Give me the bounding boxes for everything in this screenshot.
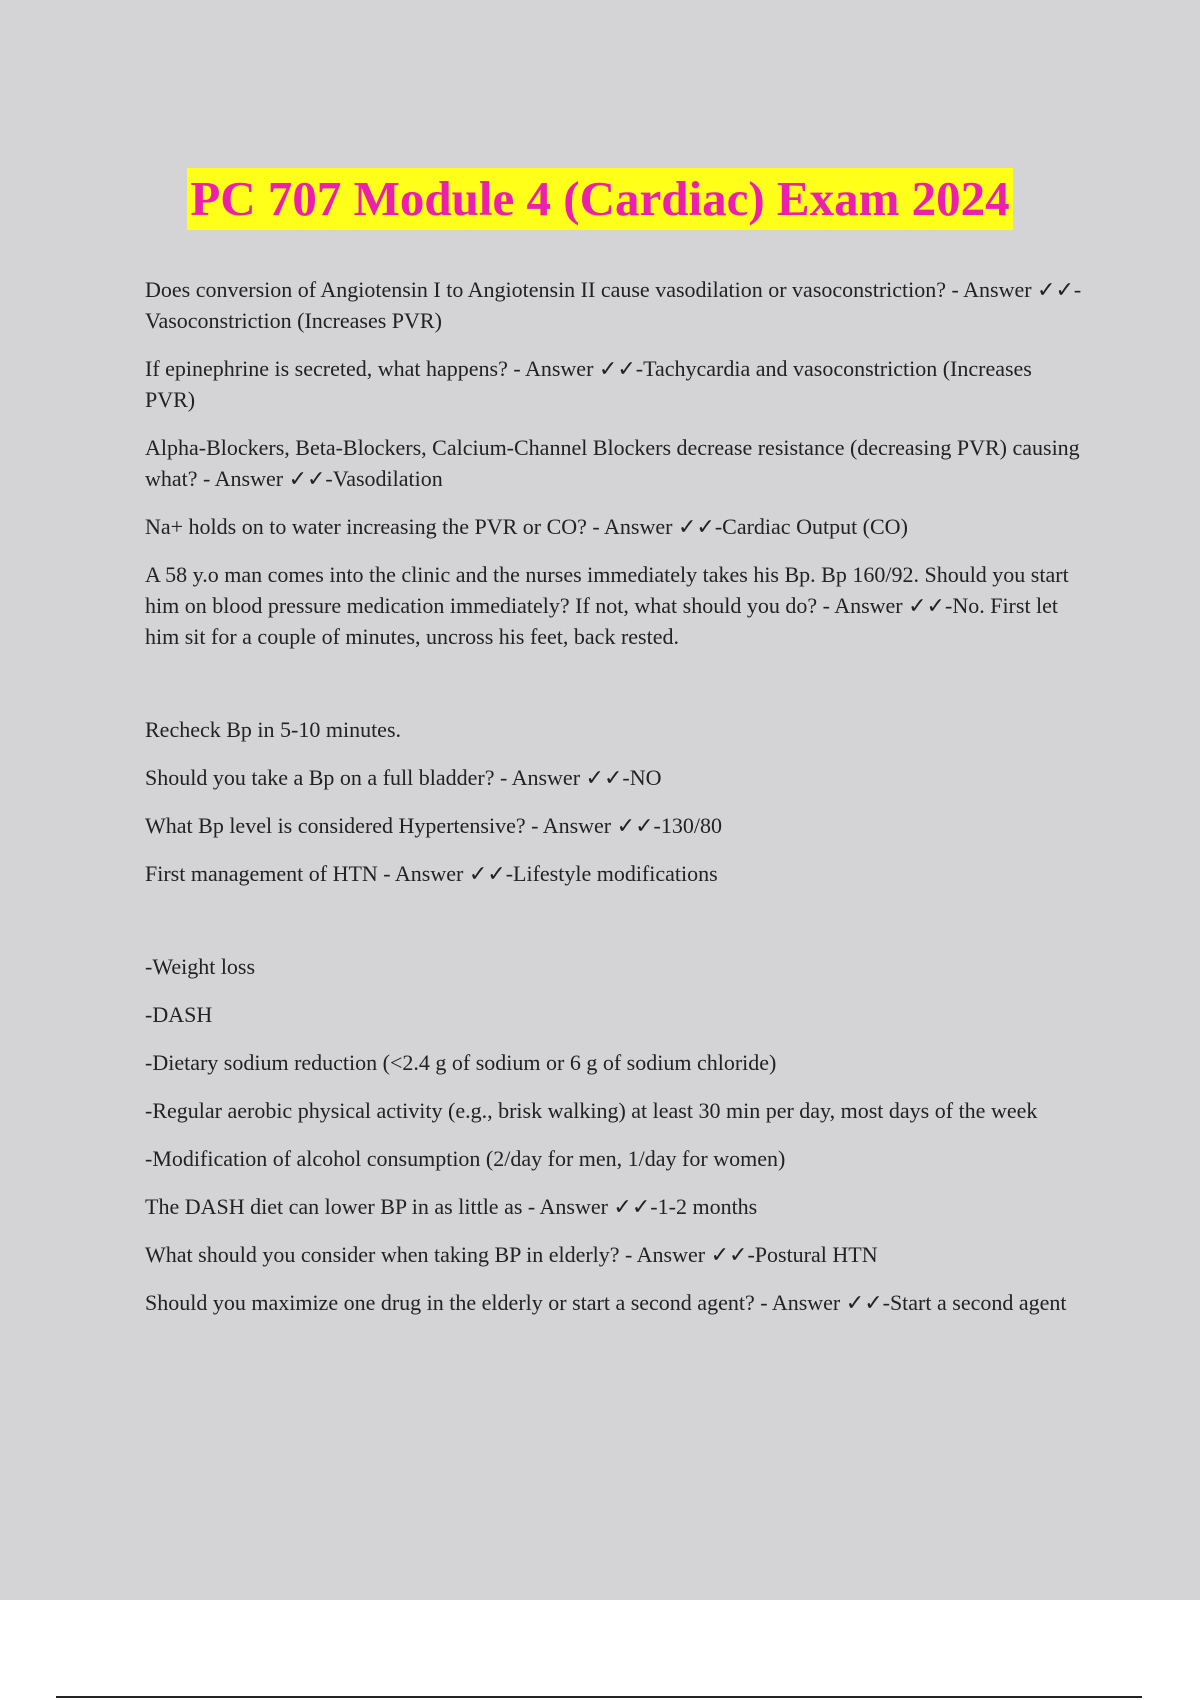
footer-divider: [56, 1696, 1142, 1698]
qa-paragraph: Recheck Bp in 5-10 minutes.: [145, 717, 402, 742]
document-title: PC 707 Module 4 (Cardiac) Exam 2024: [187, 168, 1012, 230]
qa-paragraph: A 58 y.o man comes into the clinic and the nurses immediately takes his Bp. Bp 160/92. Should you start him on blood pressure medication immediately? If not, what should you do? - Answer ✓✓-No. First let him sit for a couple of minutes, uncross his feet, back rested.: [145, 562, 1069, 649]
title-container: [0, 168, 1200, 230]
document-body: [145, 274, 1085, 1318]
qa-paragraph: Na+ holds on to water increasing the PVR or CO? - Answer ✓✓-Cardiac Output (CO): [145, 514, 908, 539]
qa-paragraph: The DASH diet can lower BP in as little as - Answer ✓✓-1-2 months: [145, 1194, 758, 1219]
qa-paragraph: Alpha-Blockers, Beta-Blockers, Calcium-Channel Blockers decrease resistance (decreasing PVR) causing what? - Answer ✓✓-Vasodilation: [145, 435, 1080, 491]
list-item: -Weight loss: [145, 954, 256, 979]
list-item: -DASH: [145, 1002, 213, 1027]
list-item: -Regular aerobic physical activity (e.g., brisk walking) at least 30 min per day, most days of the week: [145, 1098, 1038, 1123]
qa-paragraph: Does conversion of Angiotensin I to Angiotensin II cause vasodilation or vasoconstriction? - Answer ✓✓-Vasoconstriction (Increases PVR): [145, 277, 1082, 333]
list-item: -Dietary sodium reduction (<2.4 g of sodium or 6 g of sodium chloride): [145, 1050, 777, 1075]
qa-paragraph: Should you take a Bp on a full bladder? - Answer ✓✓-NO: [145, 765, 662, 790]
list-item: -Modification of alcohol consumption (2/day for men, 1/day for women): [145, 1146, 786, 1171]
qa-paragraph: Should you maximize one drug in the elderly or start a second agent? - Answer ✓✓-Start a second agent: [145, 1290, 1067, 1315]
qa-paragraph: What Bp level is considered Hypertensive? - Answer ✓✓-130/80: [145, 813, 722, 838]
qa-paragraph: What should you consider when taking BP in elderly? - Answer ✓✓-Postural HTN: [145, 1242, 878, 1267]
qa-paragraph: If epinephrine is secreted, what happens? - Answer ✓✓-Tachycardia and vasoconstriction (Increases PVR): [145, 356, 1032, 412]
qa-paragraph: First management of HTN - Answer ✓✓-Lifestyle modifications: [145, 861, 718, 886]
